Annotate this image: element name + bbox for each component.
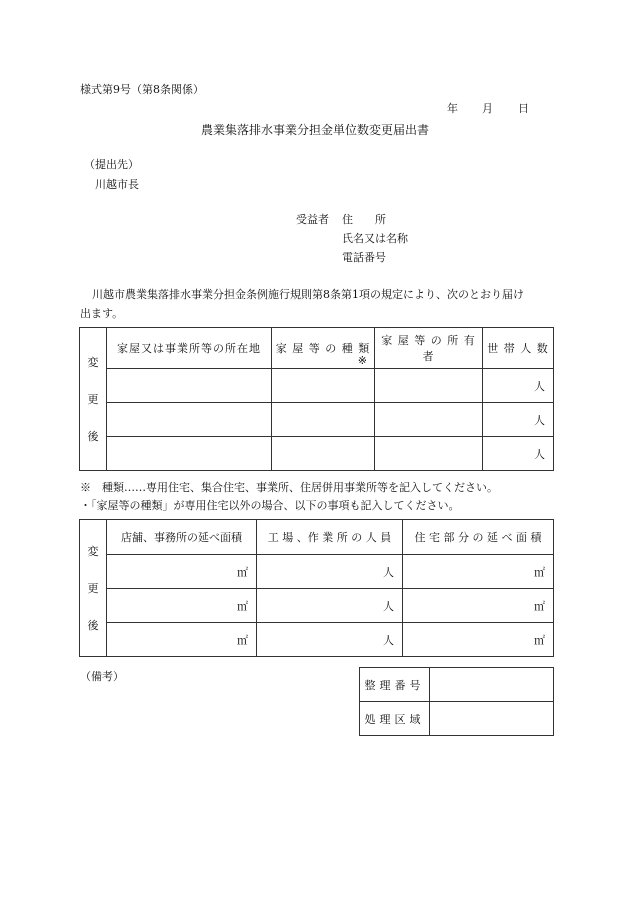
header-office-floor-area: 店舗、事務所の延べ面積 [107,520,257,555]
office-use-box [359,667,554,736]
form-number: 様式第9号（第8条関係） [80,83,204,96]
office-floor-area-field[interactable]: ㎡ [107,589,257,623]
type-note: ※ 種類……専用住宅、集合住宅、事業所、住居併用事業所等を記入してください。 [80,481,498,494]
office-floor-area-field[interactable]: ㎡ [107,623,257,657]
recipient-label: （提出先） [84,158,139,171]
change-table [79,327,554,471]
table-row [80,369,554,403]
header-building-type: 家 屋 等 の 種 類 ※ [272,328,375,369]
date-year: 年 [447,102,458,115]
table-row [80,555,554,589]
body-text-line-2: 出ます。 [80,307,124,320]
building-type-field[interactable] [272,403,375,437]
applicant-address-label: 住 所 [342,213,386,226]
residential-floor-area-field[interactable]: ㎡ [403,589,554,623]
household-size-field[interactable]: 人 [483,369,554,403]
applicant-phone-label: 電話番号 [342,251,386,264]
office-floor-area-field[interactable]: ㎡ [107,555,257,589]
remarks-label: （備考） [80,670,124,683]
header-owner: 家 屋 等 の 所 有 者 [375,328,483,369]
household-size-field[interactable]: 人 [483,403,554,437]
table-row [80,437,554,471]
processing-area-label: 処理区域 [360,702,430,736]
applicant-name-label: 氏名又は名称 [342,232,408,245]
location-field[interactable] [107,437,272,471]
building-type-field[interactable] [272,437,375,471]
area-table-side-label: 変 更 後 [80,520,107,657]
asterisk-mark: ※ [357,354,368,367]
header-factory-staff: 工 場 、作 業 所 の 人 員 [257,520,403,555]
reference-number-label: 整理番号 [360,668,430,702]
document-title: 農業集落排水事業分担金単位数変更届出書 [200,123,429,137]
body-text-line-1: 川越市農業集落排水事業分担金条例施行規則第8条第1項の規定により、次のとおり届け [92,288,524,301]
header-residential-floor-area: 住 宅 部 分 の 延 べ 面 積 [403,520,554,555]
table-row [80,589,554,623]
location-field[interactable] [107,403,272,437]
processing-area-field[interactable] [430,702,554,736]
date-month: 月 [482,102,493,115]
table-row [80,403,554,437]
additional-info-note: ・「家屋等の種類」が専用住宅以外の場合、以下の事項も記入してください。 [80,499,460,512]
owner-field[interactable] [375,369,483,403]
recipient-name: 川越市長 [95,178,139,191]
header-location: 家屋又は事業所等の所在地 [107,328,272,369]
change-table-side-label: 変 更 後 [80,328,107,471]
residential-floor-area-field[interactable]: ㎡ [403,555,554,589]
owner-field[interactable] [375,403,483,437]
table-row [80,623,554,657]
factory-staff-field[interactable]: 人 [257,555,403,589]
location-field[interactable] [107,369,272,403]
date-day: 日 [518,102,529,115]
owner-field[interactable] [375,437,483,471]
household-size-field[interactable]: 人 [483,437,554,471]
residential-floor-area-field[interactable]: ㎡ [403,623,554,657]
factory-staff-field[interactable]: 人 [257,589,403,623]
applicant-role: 受益者 [296,213,329,226]
factory-staff-field[interactable]: 人 [257,623,403,657]
area-table [79,519,554,657]
reference-number-field[interactable] [430,668,554,702]
building-type-field[interactable] [272,369,375,403]
header-household-size: 世 帯 人 数 [483,328,554,369]
